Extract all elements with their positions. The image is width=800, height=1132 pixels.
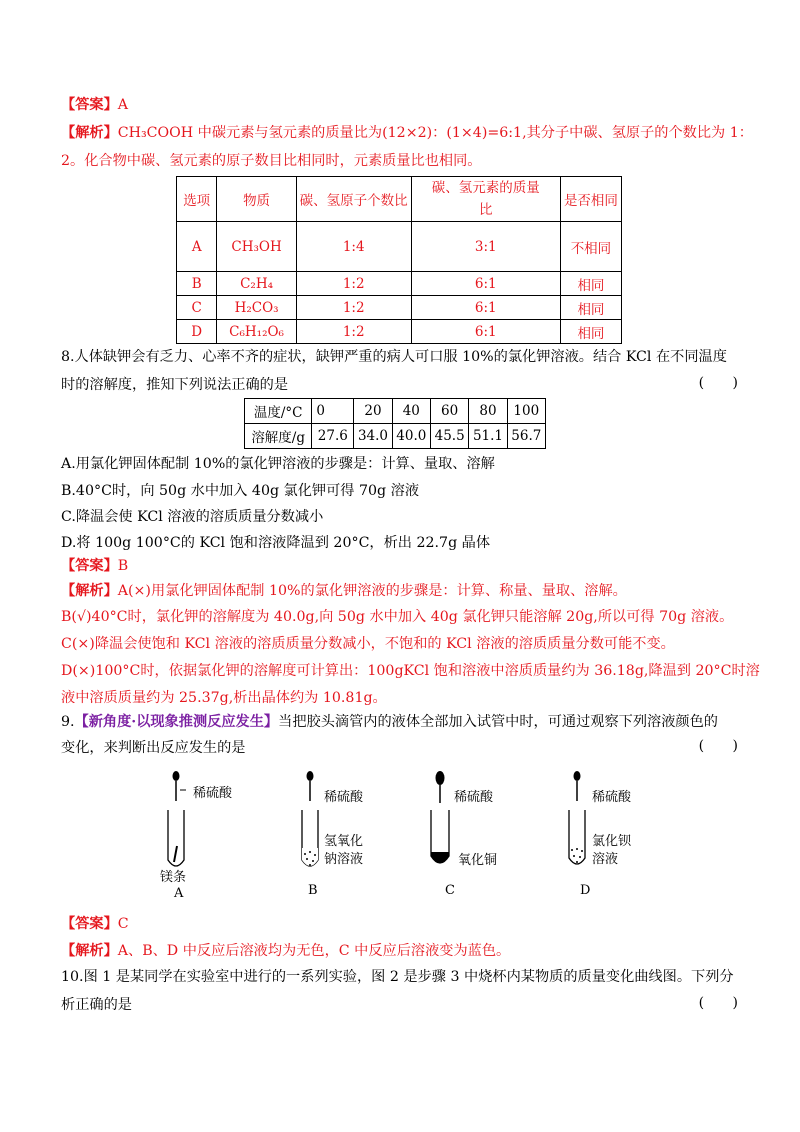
q8-answer xyxy=(61,556,128,576)
cell-same: 相同 xyxy=(560,272,621,296)
table-cell: 60 xyxy=(430,399,468,424)
cell-atom-ratio: 1:2 xyxy=(296,272,411,296)
cell-substance: CH₃OH xyxy=(217,222,296,272)
dropper-label-a: 稀硫酸 xyxy=(193,786,233,801)
q8-solubility-table xyxy=(244,398,546,449)
table-cell: 0 xyxy=(312,399,354,424)
analysis-tag: 【解析】 xyxy=(61,943,118,959)
cell-mass-ratio: 6:1 xyxy=(411,296,560,320)
dropper-bulb xyxy=(574,771,581,781)
cell-substance: C₂H₄ xyxy=(217,272,296,296)
q8-analysis-line5: 液中溶质质量约为 25.37g,析出晶体约为 10.81g。 xyxy=(61,690,387,706)
table-header-row xyxy=(177,177,622,222)
tube-c-content: 氧化铜 xyxy=(458,853,498,868)
cell-option: A xyxy=(177,222,217,272)
answer-tag: 【答案】 xyxy=(61,916,118,932)
q9-stem: 当把胶头滴管内的液体全部加入试管中时，可通过观察下列溶液颜色的 xyxy=(278,714,718,730)
cell-atom-ratio: 1:2 xyxy=(296,296,411,320)
q9-answer xyxy=(61,914,129,934)
q9-answer-paren: ( ) xyxy=(698,738,750,754)
q8-analysis-line3: C(×)降温会使饱和 KCl 溶液的溶质质量分数减小，不饱和的 KCl 溶液的溶质质量分数可能不变。 xyxy=(61,636,675,652)
q8-analysis-line2: B(√)40°C时，氯化钾的溶解度为 40.0g,向 50g 水中加入 40g 氯化钾只能溶解 20g,所以可得 70g 溶液。 xyxy=(61,609,734,625)
q7-table xyxy=(176,176,622,344)
q9-tag: 【新角度·以现象推测反应发生】 xyxy=(74,714,279,730)
tube-b-letter: B xyxy=(308,883,318,898)
dropper-label-d: 稀硫酸 xyxy=(592,790,632,805)
q8-analysis-line1 xyxy=(61,581,627,601)
tube-a-content: 镁条 xyxy=(160,870,187,885)
q9-stem-line2: 变化，来判断出反应发生的是 xyxy=(61,740,246,756)
table-row xyxy=(177,320,622,344)
tube-c-apparatus xyxy=(431,771,449,863)
q9-number: 9. xyxy=(61,714,75,730)
header-cell: 碳、氢原子个数比 xyxy=(296,177,411,222)
answer-value: C xyxy=(117,916,129,932)
answer-value: B xyxy=(117,558,129,574)
cell-same: 不相同 xyxy=(560,222,621,272)
q8-option-c: C.降温会使 KCl 溶液的溶质质量分数减小 xyxy=(61,509,324,525)
table-row xyxy=(177,222,622,272)
q7-answer xyxy=(61,95,128,115)
q9-analysis xyxy=(61,941,510,961)
q7-analysis-line1 xyxy=(61,123,753,143)
cell-substance: H₂CO₃ xyxy=(217,296,296,320)
cell-option: C xyxy=(177,296,217,320)
tube-b-apparatus xyxy=(302,771,318,866)
cell-same: 相同 xyxy=(560,320,621,344)
table-row xyxy=(177,272,622,296)
q8-answer-paren: ( ) xyxy=(698,375,750,391)
magnesium-strip xyxy=(174,846,177,862)
tube-d-apparatus xyxy=(569,771,585,864)
row-label: 温度/°C xyxy=(245,399,312,424)
q8-option-d: D.将 100g 100°C的 KCl 饱和溶液降温到 20°C，析出 22.7g 晶体 xyxy=(61,535,491,551)
cell-option: B xyxy=(177,272,217,296)
cell-mass-ratio: 6:1 xyxy=(411,320,560,344)
analysis-text: A、B、D 中反应后溶液均为无色，C 中反应后溶液变为蓝色。 xyxy=(117,943,511,959)
copper-oxide-powder xyxy=(431,852,449,863)
table-cell: 40 xyxy=(392,399,430,424)
dropper-label-c: 稀硫酸 xyxy=(454,790,494,805)
q10-stem-line2: 析正确的是 xyxy=(61,997,132,1013)
answer-value: A xyxy=(117,97,129,113)
dropper-bulb xyxy=(307,771,314,781)
q8-option-a: A.用氯化钾固体配制 10%的氯化钾溶液的步骤是：计算、量取、溶解 xyxy=(61,456,495,472)
table-cell: 56.7 xyxy=(507,424,545,449)
tube-a-letter: A xyxy=(174,886,184,901)
q9-stem-line1 xyxy=(61,712,718,732)
q10-answer-paren: ( ) xyxy=(698,995,750,1011)
cell-mass-ratio: 3:1 xyxy=(411,222,560,272)
table-cell: 27.6 xyxy=(312,424,354,449)
dropper-bulb xyxy=(436,771,445,785)
analysis-tag: 【解析】 xyxy=(61,125,118,141)
q8-analysis-line4: D(×)100°C时，依据氯化钾的溶解度可计算出：100gKCl 饱和溶液中溶质质量约为 36.18g,降温到 20°C时溶 xyxy=(61,663,760,679)
header-cell: 是否相同 xyxy=(560,177,621,222)
analysis-tag: 【解析】 xyxy=(61,583,118,599)
table-cell: 51.1 xyxy=(469,424,507,449)
test-tube xyxy=(168,810,184,866)
q8-option-b: B.40°C时，向 50g 水中加入 40g 氯化钾可得 70g 溶液 xyxy=(61,483,420,499)
header-cell: 物质 xyxy=(217,177,296,222)
header-cell: 碳、氢元素的质量比 xyxy=(411,177,560,222)
table-cell: 20 xyxy=(354,399,392,424)
header-cell: 选项 xyxy=(177,177,217,222)
tube-a-apparatus xyxy=(168,771,186,866)
tube-d-letter: D xyxy=(580,883,591,898)
table-row xyxy=(245,399,546,424)
dropper-label-b: 稀硫酸 xyxy=(324,790,364,805)
q8-stem-line2: 时的溶解度，推知下列说法正确的是 xyxy=(61,377,289,393)
table-row xyxy=(177,296,622,320)
table-cell: 40.0 xyxy=(392,424,430,449)
q8-stem-line1: 8.人体缺钾会有乏力、心率不齐的症状，缺钾严重的病人可口服 10%的氯化钾溶液。结合 KCl 在不同温度 xyxy=(61,349,727,365)
cell-mass-ratio: 6:1 xyxy=(411,272,560,296)
tube-d-content: 氯化钡溶液 xyxy=(592,834,632,867)
table-cell: 100 xyxy=(507,399,545,424)
table-cell: 80 xyxy=(469,399,507,424)
dropper-bulb xyxy=(173,771,180,781)
cell-substance: C₆H₁₂O₆ xyxy=(217,320,296,344)
tube-c-letter: C xyxy=(445,883,455,898)
table-row xyxy=(245,424,546,449)
cell-atom-ratio: 1:2 xyxy=(296,320,411,344)
table-cell: 45.5 xyxy=(430,424,468,449)
cell-option: D xyxy=(177,320,217,344)
tube-b-content: 氢氧化钠溶液 xyxy=(324,834,364,867)
answer-tag: 【答案】 xyxy=(61,558,118,574)
cell-atom-ratio: 1:4 xyxy=(296,222,411,272)
answer-tag: 【答案】 xyxy=(61,97,118,113)
analysis-text: A(×)用氯化钾固体配制 10%的氯化钾溶液的步骤是：计算、称量、量取、溶解。 xyxy=(117,583,627,599)
test-tube xyxy=(569,810,585,864)
row-label: 溶解度/g xyxy=(245,424,312,449)
analysis-text: CH₃COOH 中碳元素与氢元素的质量比为(12×2)：(1×4)=6:1,其分子中碳、氢原子的个数比为 1： xyxy=(117,125,753,141)
q7-analysis-line2: 2。化合物中碳、氢元素的原子数目比相同时，元素质量比也相同。 xyxy=(61,153,482,169)
q10-stem-line1: 10.图 1 是某同学在实验室中进行的一系列实验，图 2 是步骤 3 中烧杯内某物质的质量变化曲线图。下列分 xyxy=(61,969,734,985)
cell-same: 相同 xyxy=(560,296,621,320)
table-cell: 34.0 xyxy=(354,424,392,449)
